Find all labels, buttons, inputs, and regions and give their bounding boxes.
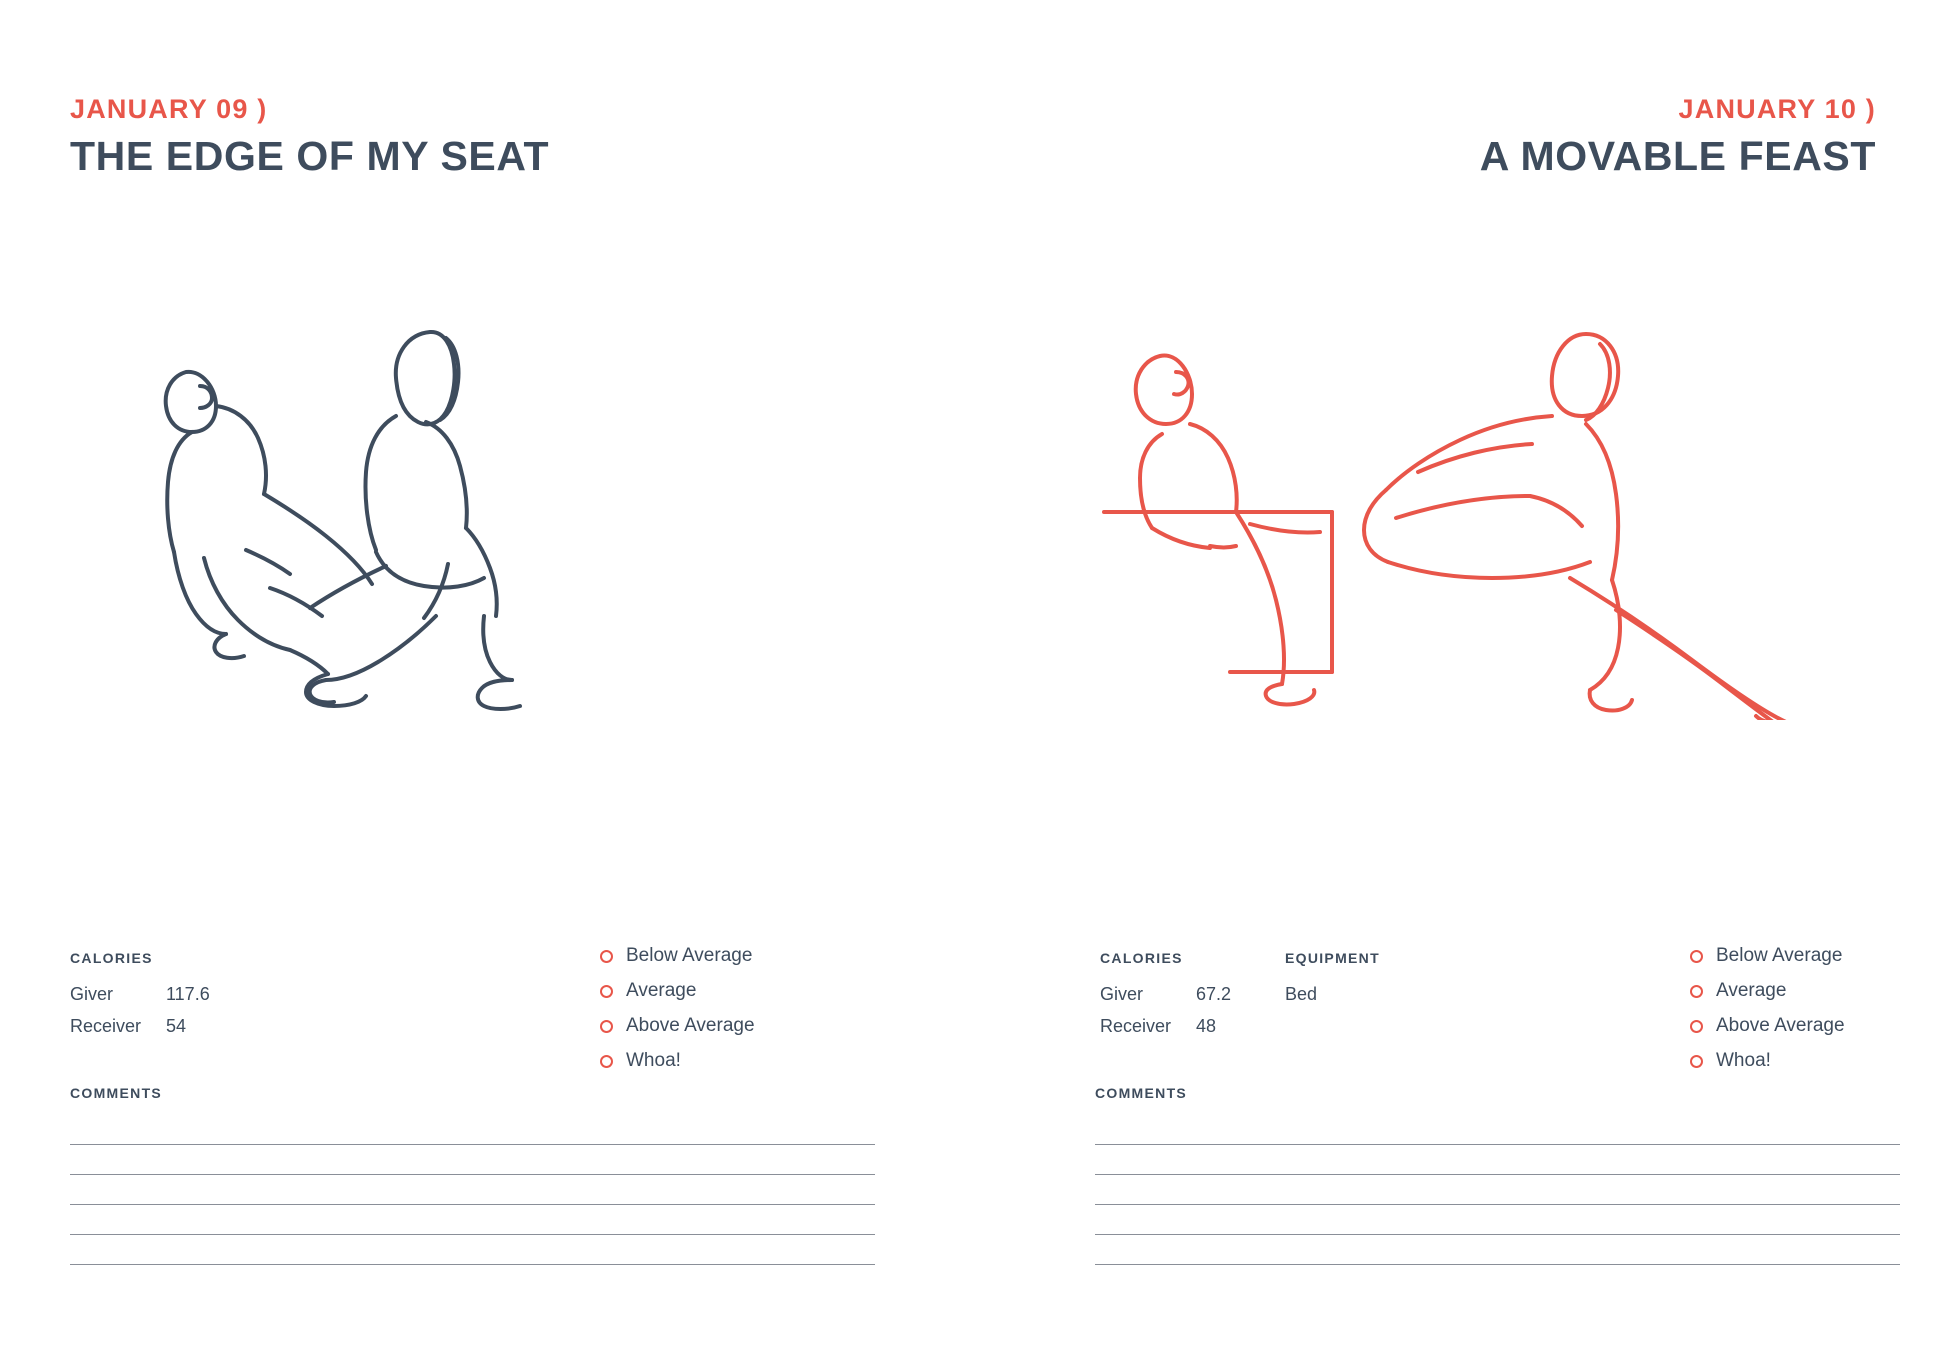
rating-label: Below Average bbox=[1716, 945, 1843, 966]
calories-block bbox=[70, 950, 255, 1048]
rating-options-right bbox=[1690, 945, 1845, 1085]
radio-icon[interactable] bbox=[1690, 1055, 1703, 1068]
date-label: JANUARY 10 ) bbox=[1678, 94, 1876, 124]
equipment-value: Bed bbox=[1285, 984, 1318, 1004]
comments-right bbox=[1095, 1085, 1900, 1265]
rating-option[interactable] bbox=[600, 1050, 755, 1072]
calories-heading: CALORIES bbox=[1100, 950, 1183, 966]
rating-label: Average bbox=[1716, 980, 1787, 1001]
calories-heading: CALORIES bbox=[70, 950, 153, 966]
rating-label: Above Average bbox=[1716, 1015, 1845, 1036]
page-left-header bbox=[70, 96, 549, 178]
comment-line[interactable] bbox=[70, 1115, 875, 1145]
radio-icon[interactable] bbox=[1690, 985, 1703, 998]
rating-option[interactable] bbox=[600, 1015, 755, 1037]
pose-illustration-icon bbox=[1100, 320, 1800, 720]
receiver-label: Receiver bbox=[70, 1016, 142, 1036]
rating-option[interactable] bbox=[1690, 945, 1845, 967]
comment-line[interactable] bbox=[1095, 1205, 1900, 1235]
page-title: THE EDGE OF MY SEAT bbox=[70, 133, 550, 179]
radio-icon[interactable] bbox=[600, 950, 613, 963]
comment-line[interactable] bbox=[1095, 1175, 1900, 1205]
radio-icon[interactable] bbox=[600, 985, 613, 998]
giver-row bbox=[1100, 984, 1285, 1005]
rating-option[interactable] bbox=[1690, 1050, 1845, 1072]
comment-line[interactable] bbox=[70, 1175, 875, 1205]
rating-label: Whoa! bbox=[626, 1050, 681, 1071]
illustration-left bbox=[130, 320, 570, 775]
rating-label: Below Average bbox=[626, 945, 753, 966]
receiver-value: 48 bbox=[1196, 1016, 1217, 1036]
radio-icon[interactable] bbox=[1690, 950, 1703, 963]
calories-block bbox=[1100, 950, 1285, 1048]
receiver-row bbox=[70, 1016, 255, 1037]
date-label: JANUARY 09 ) bbox=[70, 94, 268, 124]
comment-line[interactable] bbox=[70, 1205, 875, 1235]
illustration-right bbox=[1100, 320, 1800, 725]
comment-line[interactable] bbox=[1095, 1235, 1900, 1265]
stats-right bbox=[1100, 950, 1435, 1048]
equipment-heading: EQUIPMENT bbox=[1285, 950, 1380, 966]
equipment-block bbox=[1285, 950, 1435, 1048]
giver-value: 117.6 bbox=[166, 984, 210, 1004]
pose-illustration-icon bbox=[130, 320, 570, 770]
giver-label: Giver bbox=[70, 984, 114, 1004]
comments-heading: COMMENTS bbox=[1095, 1085, 1188, 1101]
comments-left bbox=[70, 1085, 875, 1265]
radio-icon[interactable] bbox=[600, 1020, 613, 1033]
comment-line[interactable] bbox=[70, 1145, 875, 1175]
receiver-value: 54 bbox=[166, 1016, 187, 1036]
radio-icon[interactable] bbox=[1690, 1020, 1703, 1033]
giver-value: 67.2 bbox=[1196, 984, 1232, 1004]
rating-label: Average bbox=[626, 980, 697, 1001]
page-right-header bbox=[1480, 96, 1876, 178]
rating-option[interactable] bbox=[1690, 1015, 1845, 1037]
rating-options-left bbox=[600, 945, 755, 1085]
comments-heading: COMMENTS bbox=[70, 1085, 163, 1101]
stats-left bbox=[70, 950, 255, 1048]
receiver-label: Receiver bbox=[1100, 1016, 1172, 1036]
rating-option[interactable] bbox=[600, 945, 755, 967]
giver-row bbox=[70, 984, 255, 1005]
radio-icon[interactable] bbox=[600, 1055, 613, 1068]
comment-line[interactable] bbox=[1095, 1145, 1900, 1175]
comment-line[interactable] bbox=[70, 1235, 875, 1265]
rating-label: Above Average bbox=[626, 1015, 755, 1036]
giver-label: Giver bbox=[1100, 984, 1144, 1004]
rating-option[interactable] bbox=[1690, 980, 1845, 1002]
comment-line[interactable] bbox=[1095, 1115, 1900, 1145]
receiver-row bbox=[1100, 1016, 1285, 1037]
page-title: A MOVABLE FEAST bbox=[1479, 133, 1876, 179]
rating-label: Whoa! bbox=[1716, 1050, 1771, 1071]
rating-option[interactable] bbox=[600, 980, 755, 1002]
